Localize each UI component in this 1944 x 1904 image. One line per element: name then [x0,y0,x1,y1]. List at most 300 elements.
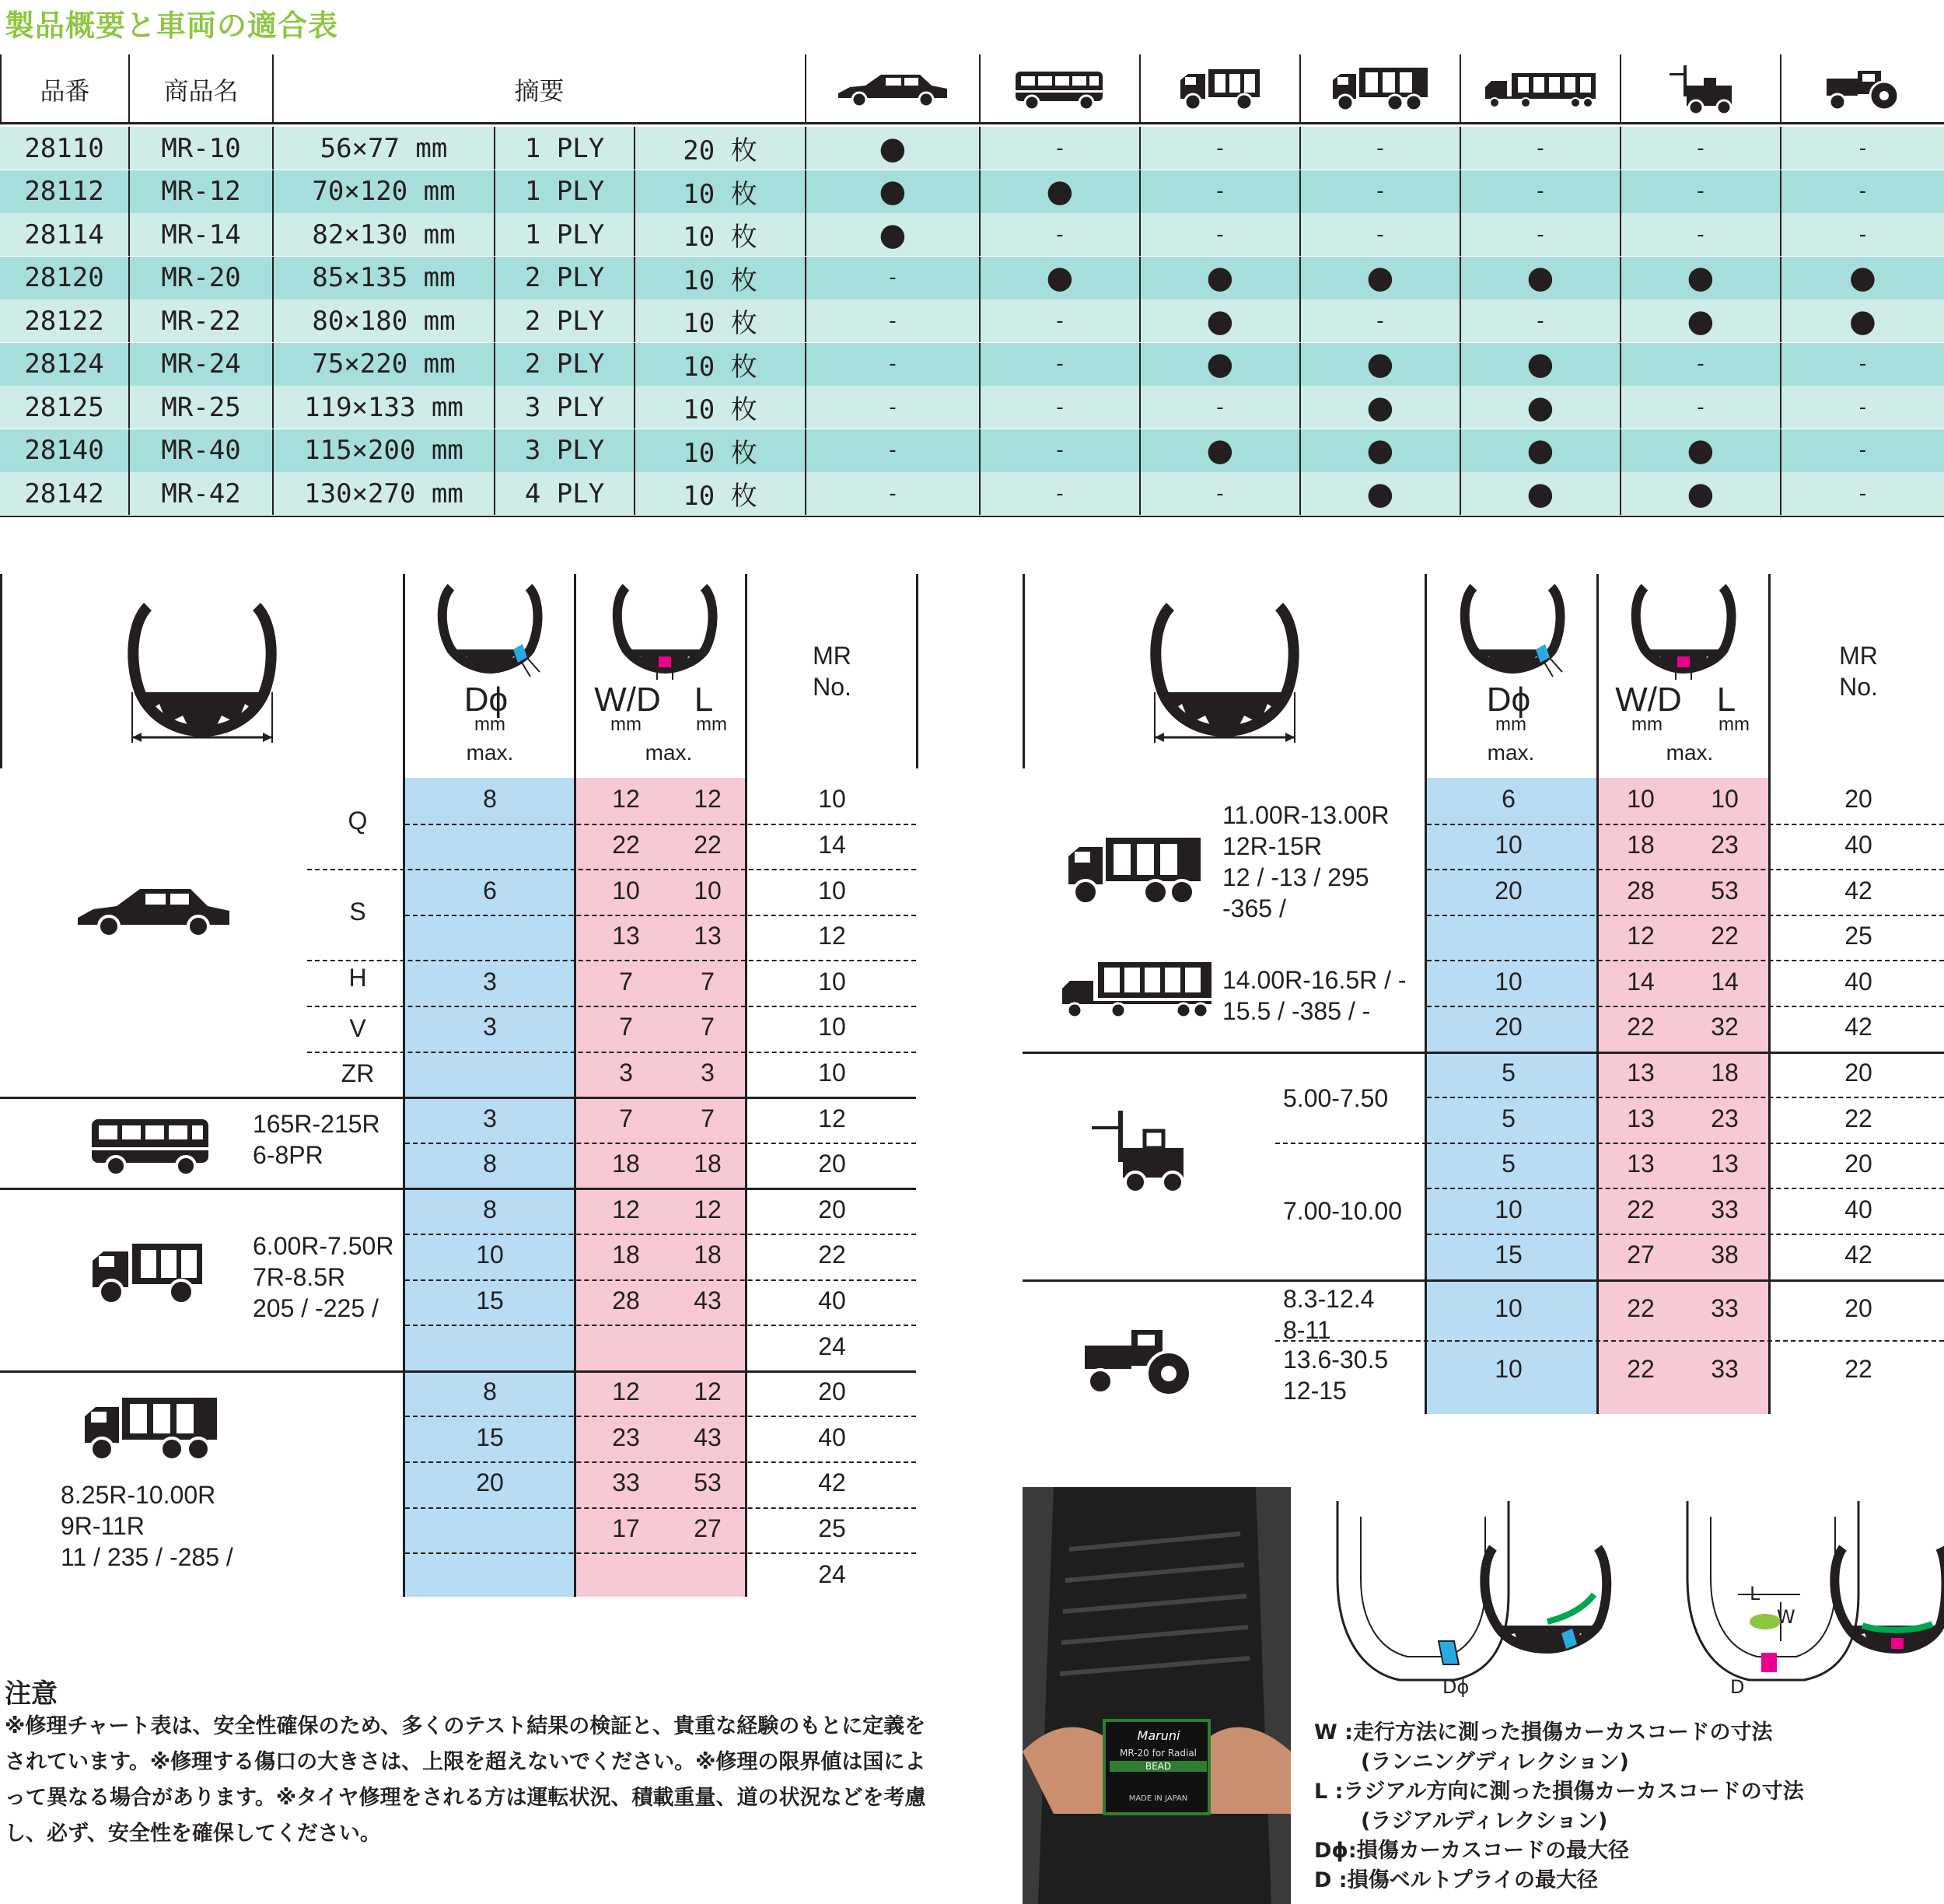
qty-cell: 20 枚 [634,127,805,170]
header-name: 商品名 [128,54,272,124]
product-row [0,386,1944,429]
mr-value: 40 [818,1286,846,1314]
part-no-cell: 28120 [24,262,104,293]
ply-cell: 2 PLY [494,257,634,299]
row-separator [1427,1006,1944,1007]
tire-size-label: 11.00R-13.00R [1222,801,1390,829]
tire-wd-icon [610,576,719,677]
mr-value: 25 [1844,922,1872,950]
tire-size-label: 12-15 [1283,1376,1347,1405]
l-value: 18 [694,1241,722,1269]
fit-mark: ● [1139,299,1299,342]
l-value: 22 [694,830,722,859]
mr-value: 40 [1844,967,1872,996]
mr-value: 20 [1844,1293,1872,1322]
w-value: 14 [1627,967,1655,996]
fit-dash: - [1139,213,1299,256]
fit-dash: - [1780,472,1944,515]
header-max: max. [645,740,693,765]
header-mm: mm [1718,714,1750,735]
fit-dash: - [1780,386,1944,429]
w-value: 23 [612,1423,640,1451]
mr-value: 24 [818,1559,846,1588]
fit-dash: - [805,429,979,472]
l-value: 33 [1711,1195,1739,1223]
header-mr: MR [1839,642,1878,670]
page-title: 製品概要と車両の適合表 [5,9,339,43]
mr-value: 10 [818,967,846,996]
tire-size-label: 8.25R-10.00R [61,1480,216,1509]
w-value: 10 [612,876,640,905]
table-bottom-border [0,516,1944,517]
fit-dash: - [979,343,1139,386]
tire-size-label: 11 / 235 / -285 / [61,1542,233,1571]
l-value: 13 [694,922,722,950]
tractor-icon [1780,54,1944,124]
w-value: 7 [619,967,633,996]
header-mm: mm [610,714,642,735]
qty-cell: 10 枚 [634,429,805,472]
name-cell: MR-10 [128,127,272,170]
name-cell: MR-24 [128,343,272,386]
row-separator [1427,1234,1944,1235]
group-separator [1023,1052,1944,1054]
legend-item: Dϕ:損傷カーカスコードの最大径 [1314,1839,1630,1863]
w-value: 12 [612,785,640,814]
fit-mark: ● [1620,472,1780,515]
fit-mark: ● [979,257,1139,299]
dphi-value: 5 [1502,1058,1516,1087]
dphi-value: 3 [483,1013,497,1041]
w-value: 22 [612,830,640,859]
fit-mark: ● [1299,343,1460,386]
speed-rating: H [348,964,367,992]
header-mm: mm [1631,714,1663,735]
fit-dash: - [1460,299,1620,342]
header-l: L [1716,681,1736,719]
name-cell: MR-40 [128,429,272,472]
fit-mark: ● [1780,299,1944,342]
l-value: 10 [1711,785,1739,814]
fit-dash: - [805,257,979,299]
forklift-icon [1620,54,1780,124]
w-value: 13 [612,922,640,950]
bus-icon [89,1116,214,1178]
w-value: 7 [619,1104,633,1132]
dphi-value: 8 [483,1195,497,1223]
part-no-cell: 28140 [24,435,104,466]
w-value: 13 [1627,1104,1655,1132]
fit-dash: - [1620,386,1780,429]
ply-cell: 2 PLY [494,343,634,386]
l-value: 7 [701,1013,715,1041]
photo-line1: MR-20 for Radial [1120,1748,1197,1759]
mr-value: 20 [1844,785,1872,814]
dphi-value: 6 [483,876,497,905]
w-value: 18 [612,1150,640,1178]
ply-cell: 3 PLY [494,386,634,429]
fit-mark: ● [1460,257,1620,299]
product-row [0,299,1944,342]
speed-rating: Q [348,807,368,835]
fit-mark: ● [1620,257,1780,299]
legend-item-sub: (ランニングディレクション) [1361,1750,1629,1774]
dphi-diagram [1314,1486,1610,1703]
mr-value: 42 [1844,876,1872,905]
mr-value: 22 [1844,1104,1872,1132]
bus-icon [979,54,1139,124]
l-value: 14 [1711,967,1739,996]
w-value: 27 [1627,1241,1655,1269]
fit-dash: - [1460,213,1620,256]
product-row [0,213,1944,256]
row-separator [405,1325,916,1326]
trailer-truck-icon [1059,961,1215,1023]
row-separator [1427,1143,1944,1144]
mr-value: 12 [818,922,846,950]
size-cell: 82×130 mm [272,213,494,256]
diagram-w-label: W [1777,1606,1795,1628]
name-cell: MR-25 [128,386,272,429]
mr-value: 40 [1844,1195,1872,1223]
legend-item: W :走行方法に測った損傷カーカスコードの寸法 [1314,1720,1773,1745]
fit-dash: - [979,213,1139,256]
tire-size-label: 6.00R-7.50R [253,1232,394,1261]
dphi-value: 20 [476,1468,504,1497]
w-value: 17 [612,1514,640,1542]
row-separator [307,1052,916,1053]
row-separator [405,1143,916,1144]
mr-value: 42 [818,1468,846,1497]
legend-item: L :ラジアル方向に測った損傷カーカスコードの寸法 [1314,1780,1804,1804]
fit-dash: - [805,299,979,342]
name-cell: MR-12 [128,170,272,213]
fit-dash: - [1780,170,1944,213]
fit-dash: - [979,127,1139,170]
row-separator [307,960,916,961]
l-value: 33 [1711,1354,1739,1383]
group-separator [0,1097,916,1099]
forklift-icon [1089,1104,1190,1198]
l-value: 12 [694,1195,722,1223]
header-summary: 摘要 [272,54,805,124]
row-separator [1427,869,1944,870]
large-truck-icon [1065,836,1205,910]
mr-value: 20 [818,1377,846,1406]
l-value: 3 [701,1058,715,1087]
dphi-value: 3 [483,1104,497,1132]
ply-cell: 1 PLY [494,213,634,256]
product-row [0,127,1944,170]
w-value: 12 [612,1195,640,1223]
product-photo [1023,1487,1291,1904]
fit-dash: - [1620,213,1780,256]
qty-cell: 10 枚 [634,213,805,256]
dphi-value: 10 [1495,1293,1523,1322]
divider [0,574,2,768]
dphi-value: 15 [476,1423,504,1451]
header-dphi: Dϕ [1486,681,1531,719]
mr-value: 25 [818,1514,846,1542]
dphi-value: 10 [1495,830,1523,859]
row-separator [1427,960,1944,961]
l-value: 53 [694,1468,722,1497]
header-wd: W/D [594,681,661,719]
speed-rating: V [349,1013,366,1042]
row-separator [1427,1097,1944,1098]
l-value: 7 [701,967,715,996]
w-value: 13 [1627,1150,1655,1178]
row-separator [1275,1143,1427,1144]
row-separator [405,1507,916,1509]
product-row [0,472,1944,515]
tire-size-label: 12 / -13 / 295 [1222,863,1369,891]
l-value: 32 [1711,1013,1739,1041]
tire-dphi-icon [1458,576,1567,677]
l-value: 13 [1711,1150,1739,1178]
tire-size-label: 14.00R-16.5R / - [1222,966,1407,994]
w-value: 10 [1627,785,1655,814]
tire-size-label: 165R-215R [253,1110,380,1139]
header-wd: W/D [1615,681,1682,719]
w-value: 28 [612,1286,640,1314]
part-no-cell: 28110 [24,132,104,164]
tire-section-width-icon [1147,576,1302,747]
l-value: 7 [701,1104,715,1132]
speed-rating: ZR [341,1059,375,1088]
dphi-value: 10 [1495,967,1523,996]
tire-size-label: 6-8PR [253,1141,323,1170]
l-value: 23 [1711,830,1739,859]
name-cell: MR-14 [128,213,272,256]
header-no: No. [1839,673,1878,701]
group-separator [1023,1279,1944,1282]
fit-mark: ● [805,213,979,256]
w-value: 12 [1627,922,1655,950]
fit-mark: ● [805,170,979,213]
photo-made: MADE IN JAPAN [1128,1794,1188,1803]
product-table-header [0,54,1944,124]
fit-dash: - [1780,127,1944,170]
mr-value: 20 [818,1150,846,1178]
dphi-value: 3 [483,967,497,996]
diagram-d-label: D [1730,1676,1745,1698]
l-value: 53 [1711,876,1739,905]
dphi-value: 5 [1502,1150,1516,1178]
header-max: max. [1666,740,1714,765]
dphi-value: 10 [1495,1195,1523,1223]
fit-mark: ● [1299,257,1460,299]
ply-cell: 1 PLY [494,127,634,170]
tractor-icon [1077,1322,1201,1400]
fit-mark: ● [1139,343,1299,386]
fit-mark: ● [1460,429,1620,472]
row-separator [307,1006,916,1007]
w-value: 33 [612,1468,640,1497]
row-separator [405,1416,916,1417]
fit-mark: ● [1460,386,1620,429]
ply-cell: 1 PLY [494,170,634,213]
truck-icon [89,1241,206,1311]
dphi-value: 15 [1495,1241,1523,1269]
mr-value: 40 [1844,830,1872,859]
dphi-value: 6 [1502,785,1516,814]
row-separator [1427,1188,1944,1189]
row-separator [405,1461,916,1463]
tire-size-label: 8-11 [1283,1315,1331,1344]
divider [1768,574,1771,1414]
dphi-value: 10 [476,1241,504,1269]
w-value: 22 [1627,1195,1655,1223]
qty-cell: 10 枚 [634,386,805,429]
group-separator [0,1188,916,1190]
large-truck-icon [82,1396,222,1466]
truck-icon [1139,54,1299,124]
w-value: 22 [1627,1354,1655,1383]
divider [1023,574,1025,768]
qty-cell: 10 枚 [634,257,805,299]
dphi-value: 8 [483,785,497,814]
w-value: 18 [612,1241,640,1269]
fit-dash: - [1780,343,1944,386]
l-value: 12 [694,1377,722,1406]
row-separator [405,824,916,825]
notes-title: 注意 [5,1678,58,1710]
diagram-dphi-label: Dϕ [1442,1676,1470,1698]
ply-cell: 2 PLY [494,299,634,342]
ply-cell: 4 PLY [494,472,634,515]
header-max: max. [1487,740,1535,765]
size-cell: 80×180 mm [272,299,494,342]
name-cell: MR-20 [128,257,272,299]
size-cell: 56×77 mm [272,127,494,170]
header-mr: MR [813,642,851,670]
fit-dash: - [1620,170,1780,213]
l-value: 23 [1711,1104,1739,1132]
row-separator [1275,1340,1944,1342]
fit-mark: ● [1299,386,1460,429]
fit-mark: ● [1139,257,1299,299]
fit-dash: - [1620,343,1780,386]
mr-value: 10 [818,876,846,905]
l-value: 27 [694,1514,722,1542]
mr-value: 40 [818,1423,846,1451]
dphi-value: 20 [1495,1013,1523,1041]
mr-value: 22 [1844,1354,1872,1383]
mr-value: 20 [1844,1058,1872,1087]
header-max: max. [466,740,514,765]
fit-dash: - [1299,299,1460,342]
row-separator [405,1234,916,1235]
photo-brand: Maruni [1137,1728,1180,1743]
divider [916,574,918,768]
part-no-cell: 28124 [24,348,104,380]
row-separator [307,869,916,870]
mr-value: 22 [818,1241,846,1269]
l-value: 10 [694,876,722,905]
fit-mark: ● [1780,257,1944,299]
l-value: 12 [694,785,722,814]
car-icon [805,54,979,124]
l-value: 22 [1711,922,1739,950]
tire-size-label: 9R-11R [61,1511,145,1540]
fit-dash: - [979,429,1139,472]
tire-section-width-icon [124,576,280,747]
l-value: 38 [1711,1241,1739,1269]
fit-dash: - [1299,127,1460,170]
car-icon [74,883,233,941]
l-value: 43 [694,1286,722,1314]
tire-size-label: 15.5 / -385 / - [1222,997,1371,1025]
fit-dash: - [1780,429,1944,472]
fit-dash: - [1299,170,1460,213]
fit-dash: - [1780,213,1944,256]
legend-item: D :損傷ベルトプライの最大径 [1314,1868,1598,1892]
row-separator [405,1279,916,1281]
tire-size-label: 13.6-30.5 [1283,1345,1389,1374]
fit-mark: ● [1620,299,1780,342]
fit-mark: ● [1299,429,1460,472]
qty-cell: 10 枚 [634,472,805,515]
photo-line2: BEAD [1110,1761,1207,1772]
dphi-value: 20 [1495,876,1523,905]
product-row [0,343,1944,386]
qty-cell: 10 枚 [634,343,805,386]
ply-cell: 3 PLY [494,429,634,472]
tire-size-label: 205 / -225 / [253,1294,379,1323]
fit-dash: - [1139,472,1299,515]
fit-dash: - [1460,127,1620,170]
dphi-value: 8 [483,1150,497,1178]
product-row [0,257,1944,299]
size-cell: 75×220 mm [272,343,494,386]
tire-dphi-icon [435,576,544,677]
w-value: 22 [1627,1293,1655,1322]
fit-dash: - [805,386,979,429]
part-no-cell: 28125 [24,391,104,423]
fit-dash: - [1139,170,1299,213]
header-mm: mm [474,714,505,735]
name-cell: MR-22 [128,299,272,342]
part-no-cell: 28142 [24,478,104,509]
header-mm: mm [696,714,727,735]
fit-dash: - [1139,386,1299,429]
header-no: No. [813,673,851,701]
fit-dash: - [979,299,1139,342]
tire-size-label: 8.3-12.4 [1283,1284,1375,1313]
fit-mark: ● [1460,343,1620,386]
fit-mark: ● [1620,429,1780,472]
fit-dash: - [979,386,1139,429]
l-value: 43 [694,1423,722,1451]
part-no-cell: 28122 [24,305,104,337]
size-cell: 130×270 mm [272,472,494,515]
w-value: 28 [1627,876,1655,905]
header-l: L [694,681,714,719]
dphi-value: 10 [1495,1354,1523,1383]
group-separator [0,1370,916,1373]
mr-value: 10 [818,785,846,814]
tire-size-label: 5.00-7.50 [1283,1083,1389,1112]
tire-size-label: 7R-8.5R [253,1263,346,1292]
header-dphi: Dϕ [463,681,509,719]
large-truck-icon [1299,54,1460,124]
fit-mark: ● [979,170,1139,213]
fit-dash: - [1139,127,1299,170]
mr-value: 20 [818,1195,846,1223]
fit-dash: - [1620,127,1780,170]
part-no-cell: 28114 [24,219,104,250]
